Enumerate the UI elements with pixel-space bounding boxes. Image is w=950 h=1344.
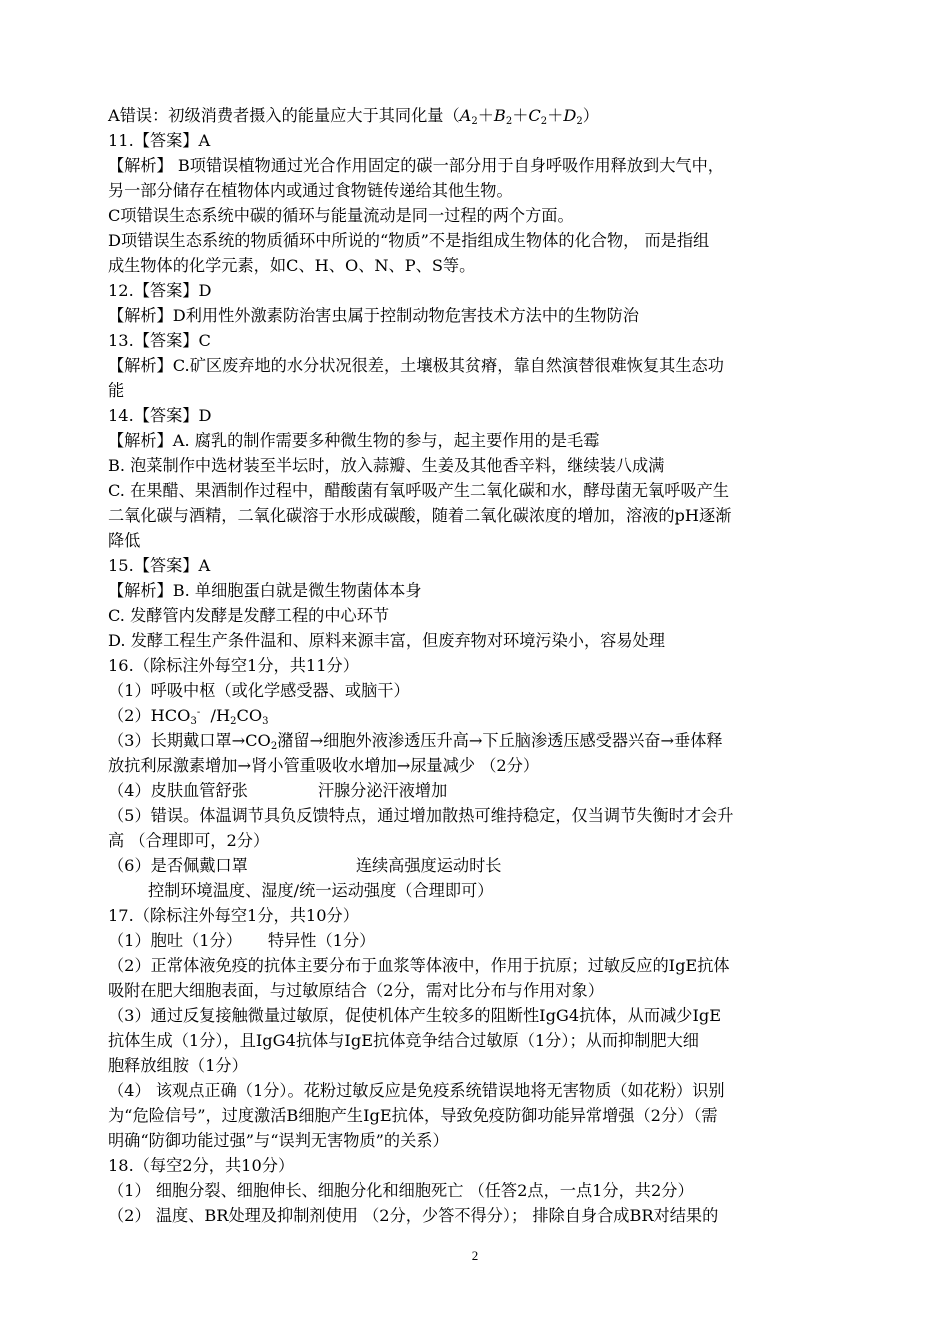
question-heading-17: 17.（除标注外每空1分，共10分）	[108, 906, 359, 925]
text-line: 高 （合理即可，2分）	[108, 831, 270, 850]
text-line: C项错误生态系统中碳的循环与能量流动是同一过程的两个方面。	[108, 206, 574, 225]
text-line: 明确“防御功能过强”与“误判无害物质”的关系）	[108, 1131, 449, 1150]
text-line: （1） 细胞分裂、细胞伸长、细胞分化和细胞死亡 （任答2点，一点1分，共2分）	[108, 1181, 694, 1200]
text-line: （3）通过反复接触微量过敏原，促使机体产生较多的阻断性IgG4抗体，从而减少IgE	[108, 1006, 722, 1025]
text-line: 降低	[108, 531, 141, 550]
page-number: 2	[471, 1248, 479, 1263]
text-line: C. 发酵管内发酵是发酵工程的中心环节	[108, 606, 390, 625]
text-line: 抗体生成（1分），且IgG4抗体与IgE抗体竞争结合过敏原（1分）；从而抑制肥大细	[108, 1031, 699, 1050]
text-line: 【解析】D利用性外激素防治害虫属于控制动物危害技术方法中的生物防治	[108, 306, 639, 325]
text-line: C. 在果醋、果酒制作过程中，醋酸菌有氧呼吸产生二氧化碳和水，酵母菌无氧呼吸产生	[108, 481, 730, 500]
question-heading-18: 18.（每空2分，共10分）	[108, 1156, 295, 1175]
text-line: 另一部分储存在植物体内或通过食物链传递给其他生物。	[108, 181, 513, 200]
text-line: D项错误生态系统的物质循环中所说的“物质”不是指组成生物体的化合物， 而是指组	[108, 231, 710, 250]
text-line: B. 泡菜制作中选材装至半坛时，放入蒜瓣、生姜及其他香辛料，继续装八成满	[108, 456, 665, 475]
text-line: 【解析】C.矿区废弃地的水分状况很差，土壤极其贫瘠，靠自然演替很难恢复其生态功	[108, 356, 724, 375]
text-line: （3）长期戴口罩$\to CO_2$潴留→细胞外液渗透压升高→下丘脑渗透压感受器兴奋→垂体释	[108, 731, 723, 752]
answer-heading-15: 15.【答案】A	[108, 556, 211, 575]
text-line: A错误：初级消费者摄入的能量应大于其同化量$(A_2+B_2+C_2+D_2)$	[108, 106, 599, 127]
text-line: （5）错误。体温调节具负反馈特点，通过增加散热可维持稳定，仅当调节失衡时才会升	[108, 806, 734, 825]
text-line: 吸附在肥大细胞表面，与过敏原结合（2分，需对比分布与作用对象）	[108, 981, 604, 1000]
text-line: 【解析】 B项错误植物通过光合作用固定的碳一部分用于自身呼吸作用释放到大气中，	[108, 156, 724, 175]
text-line: 【解析】A. 腐乳的制作需要多种微生物的参与，起主要作用的是毛霉	[108, 431, 600, 450]
text-line: （2） 温度、BR处理及抑制剂使用 （2分，少答不得分）； 排除自身合成BR对结果的	[108, 1206, 719, 1225]
answer-heading-11: 11.【答案】A	[108, 131, 211, 150]
text-line: 胞释放组胺（1分）	[108, 1056, 248, 1075]
answer-heading-14: 14.【答案】D	[108, 406, 212, 425]
text-line: 成生物体的化学元素，如C、H、O、N、P、S等。	[108, 256, 476, 275]
question-heading-16: 16.（除标注外每空1分，共11分）	[108, 656, 359, 675]
answer-heading-13: 13.【答案】C	[108, 331, 211, 350]
text-line: $(2)HCO_3^-$ $/H_2CO_3$	[108, 706, 269, 727]
text-line: （4）皮肤血管舒张 汗腺分泌汗液增加	[108, 781, 448, 800]
text-line: 二氧化碳与酒精，二氧化碳溶于水形成碳酸，随着二氧化碳浓度的增加，溶液的pH逐渐	[108, 506, 732, 525]
text-line: 放抗利尿激素增加→肾小管重吸收水增加→尿量减少 （2分）	[108, 756, 540, 775]
text-line: （4） 该观点正确（1分）。花粉过敏反应是免疫系统错误地将无害物质（如花粉）识别	[108, 1081, 725, 1100]
text-line: 【解析】B. 单细胞蛋白就是微生物菌体本身	[108, 581, 422, 600]
text-line: 控制环境温度、湿度/统一运动强度（合理即可）	[148, 881, 494, 900]
text-line: （1）呼吸中枢（或化学感受器、或脑干）	[108, 681, 410, 700]
text-line: （6）是否佩戴口罩 连续高强度运动时长	[108, 856, 502, 875]
text-line: 能	[108, 381, 125, 400]
text-line: D. 发酵工程生产条件温和、原料来源丰富，但废弃物对环境污染小，容易处理	[108, 631, 665, 650]
text-line: 为“危险信号”，过度激活B细胞产生IgE抗体，导致免疫防御功能异常增强（2分）（需	[108, 1106, 718, 1125]
text-line: （2）正常体液免疫的抗体主要分布于血浆等体液中，作用于抗原；过敏反应的IgE抗体	[108, 956, 730, 975]
answer-heading-12: 12.【答案】D	[108, 281, 212, 300]
text-line: （1）胞吐（1分） 特异性（1分）	[108, 931, 376, 950]
